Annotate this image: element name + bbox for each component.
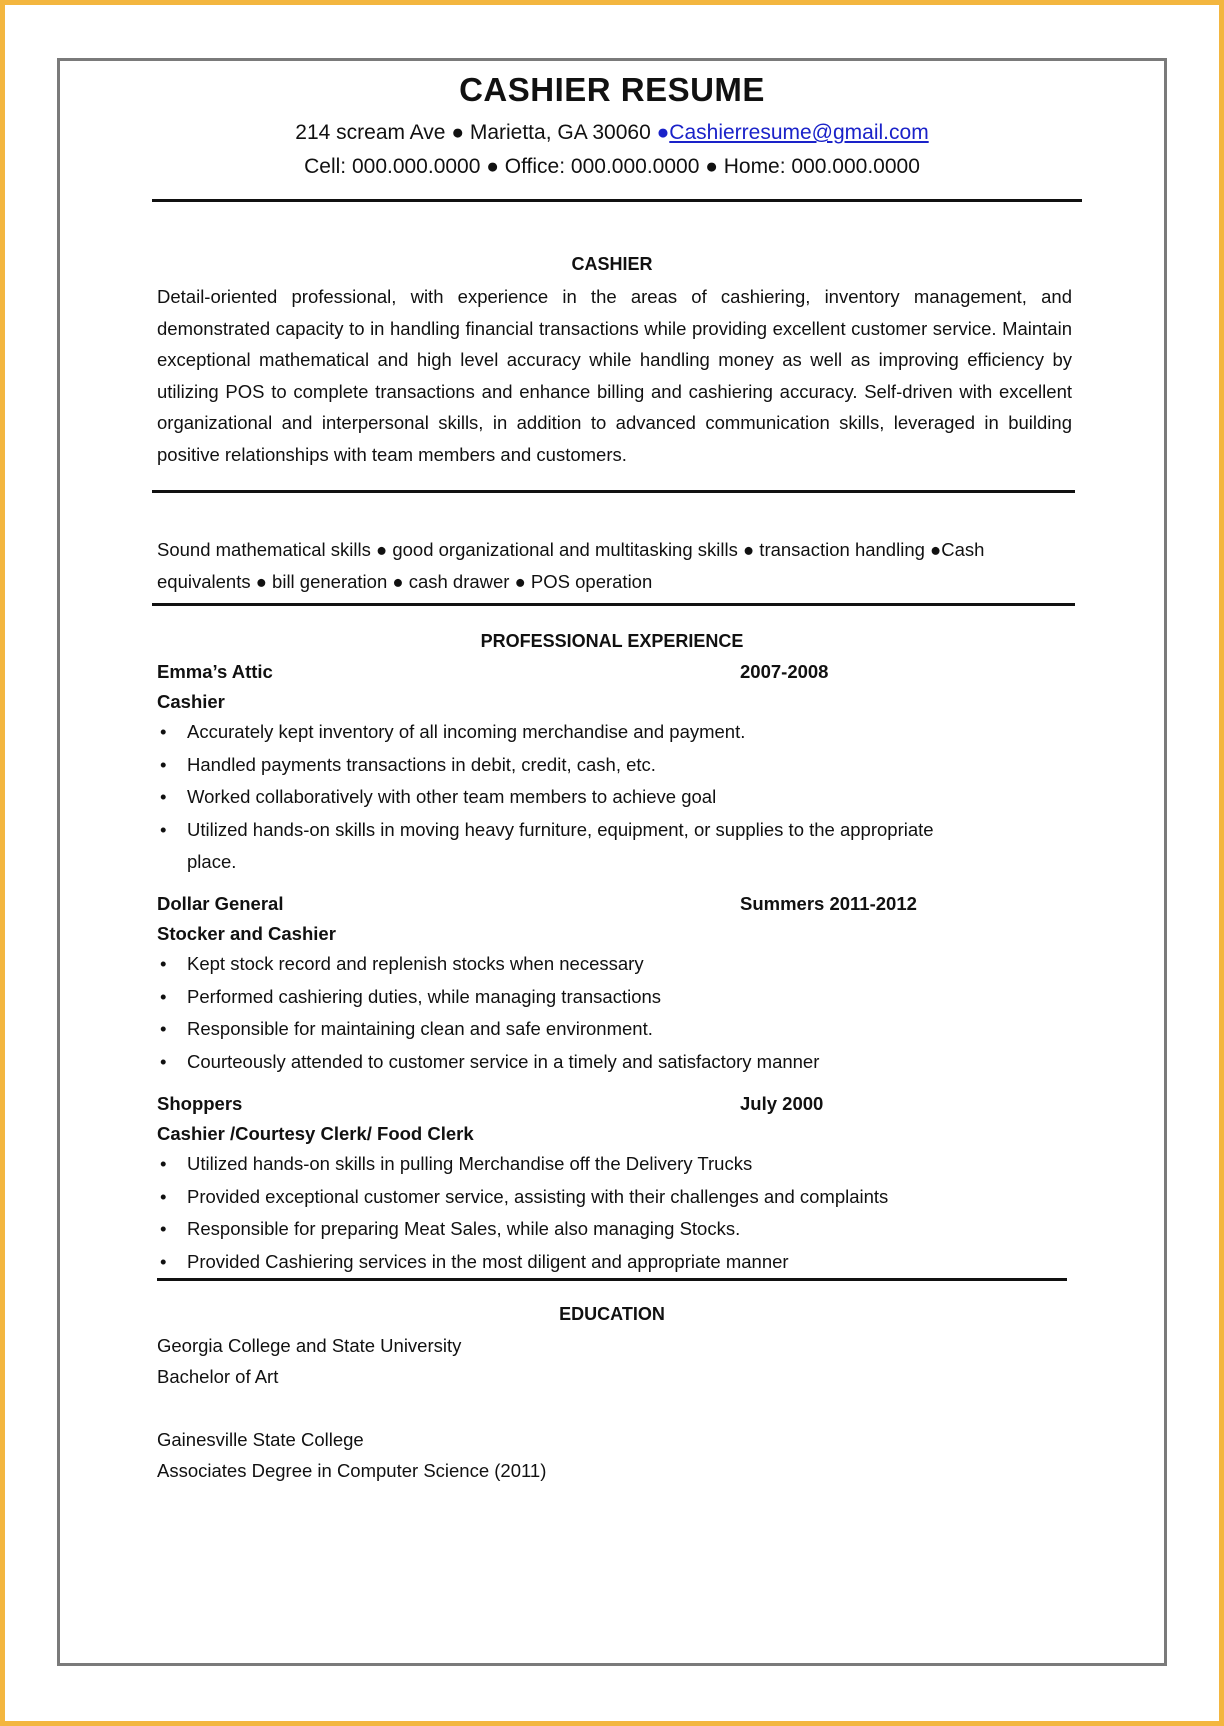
divider	[152, 490, 1075, 493]
education-degree: Bachelor of Art	[157, 1366, 279, 1387]
job-company: Shoppers	[157, 1093, 243, 1114]
job-role: Stocker and Cashier	[157, 923, 336, 944]
list-item: • Performed cashiering duties, while managing transactions	[157, 981, 1057, 1014]
email-link[interactable]: Cashierresume@gmail.com	[669, 121, 929, 144]
education-entry	[157, 1330, 461, 1392]
divider	[157, 1278, 1067, 1281]
list-item: • Provided exceptional customer service, assisting with their challenges and complaints	[157, 1181, 1057, 1214]
summary-text: Detail-oriented professional, with experience in the areas of cashiering, inventory management, and demonstrated capacity to in handling financial transactions while providing excellent customer service. Maintain exceptional mathematical and high level accuracy while handling money as well as improving efficiency by utilizing POS to complete transactions and enhance billing and cashiering accuracy. Self-driven with excellent organizational and interpersonal skills, in addition to advanced communication skills, leveraged in building positive relationships with team members and customers.	[157, 286, 1072, 465]
list-item: • Kept stock record and replenish stocks when necessary	[157, 948, 1057, 981]
education-heading: EDUCATION	[559, 1304, 665, 1324]
contact-address-line	[60, 121, 1164, 145]
address: 214 scream Ave ● Marietta, GA 30060	[295, 121, 657, 144]
divider	[152, 199, 1082, 202]
divider	[152, 603, 1075, 606]
job-bullets	[157, 716, 1057, 879]
list-item: • Responsible for preparing Meat Sales, while also managing Stocks.	[157, 1213, 1057, 1246]
list-item: • Courteously attended to customer service in a timely and satisfactory manner	[157, 1046, 1057, 1079]
job-role: Cashier	[157, 691, 225, 712]
summary-heading: CASHIER	[571, 254, 653, 274]
education-school: Gainesville State College	[157, 1429, 364, 1450]
list-item: • Accurately kept inventory of all incoming merchandise and payment.	[157, 716, 1057, 749]
list-item: • Provided Cashiering services in the most diligent and appropriate manner	[157, 1246, 1057, 1279]
job-dates: 2007-2008	[740, 661, 829, 682]
job-company: Dollar General	[157, 893, 284, 914]
job-dates: Summers 2011-2012	[740, 893, 917, 914]
job-bullets	[157, 1148, 1057, 1278]
job-dates: July 2000	[740, 1093, 824, 1114]
list-item: • Handled payments transactions in debit, credit, cash, etc.	[157, 749, 1057, 782]
education-entry	[157, 1424, 546, 1486]
list-item: • Utilized hands-on skills in moving heavy furniture, equipment, or supplies to the appropriate place.	[157, 814, 987, 879]
skills-text: Sound mathematical skills ● good organizational and multitasking skills ● transaction handling ●Cash equivalents ● bill generation ● cash drawer ● POS operation	[157, 539, 985, 592]
list-item: • Worked collaboratively with other team members to achieve goal	[157, 781, 1057, 814]
job-bullets	[157, 948, 1057, 1078]
job-company: Emma’s Attic	[157, 661, 273, 682]
contact-phones: Cell: 000.000.0000 ● Office: 000.000.0000 ● Home: 000.000.0000	[304, 155, 920, 178]
list-item: • Responsible for maintaining clean and safe environment.	[157, 1013, 1057, 1046]
email-bullet: ●	[656, 121, 670, 144]
resume-title: CASHIER RESUME	[459, 71, 765, 108]
education-school: Georgia College and State University	[157, 1335, 462, 1356]
experience-heading: PROFESSIONAL EXPERIENCE	[480, 631, 744, 651]
resume-page	[57, 58, 1167, 1666]
list-item: • Utilized hands-on skills in pulling Merchandise off the Delivery Trucks	[157, 1148, 1057, 1181]
job-role: Cashier /Courtesy Clerk/ Food Clerk	[157, 1123, 474, 1144]
education-degree: Associates Degree in Computer Science (2011)	[157, 1460, 547, 1481]
